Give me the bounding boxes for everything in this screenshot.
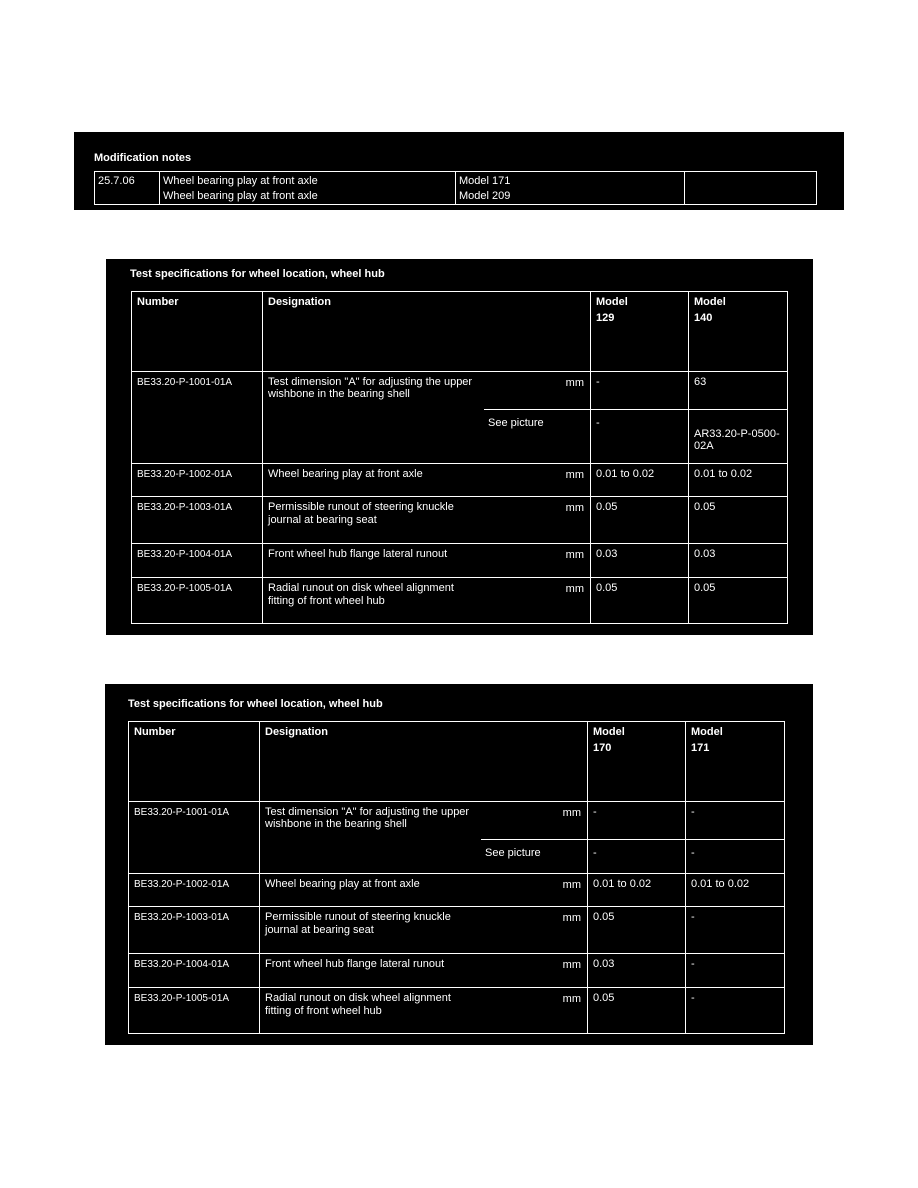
spec-panel-2 [105,684,813,1045]
modification-extra [685,172,817,205]
spec-header-row [132,292,788,372]
spec-table [128,721,785,1034]
spec-designation: Wheel bearing play at front axle [265,878,420,890]
spec-model-b-picture: - [691,847,695,859]
spec-unit: mm [565,469,584,481]
spec-number: BE33.20-P-1003-01A [132,497,263,544]
spec-panel-1 [106,259,813,635]
modification-model: Model 209 [459,190,511,202]
modification-date: 25.7.06 [95,172,160,205]
spec-row [129,988,785,1034]
spec-model-a-picture: - [593,847,597,859]
modification-designation: Wheel bearing play at front axle [163,190,318,202]
spec-row [132,578,788,624]
spec-model-a: 0.03 [588,954,686,988]
spec-number: BE33.20-P-1004-01A [132,544,263,578]
spec-row [129,954,785,988]
spec-title: Test specifications for wheel location, wheel hub [128,698,383,710]
spec-number: BE33.20-P-1005-01A [129,988,260,1034]
spec-number: BE33.20-P-1005-01A [132,578,263,624]
modification-designations [160,172,456,205]
spec-unit: mm [562,912,581,924]
spec-model-a-cell [591,372,689,464]
spec-model-b: 0.01 to 0.02 [686,874,785,907]
header-model-b [689,292,788,372]
spec-designation-cell [260,954,588,988]
spec-unit: mm [565,549,584,561]
header-number: Number [132,292,263,372]
spec-number: BE33.20-P-1004-01A [129,954,260,988]
spec-model-b-picture: AR33.20-P-0500-02A [694,428,780,452]
spec-designation-cell [260,907,588,954]
header-model-b-label: Model [694,296,726,308]
header-model-a [588,722,686,802]
spec-model-b: 63 [689,372,787,410]
spec-designation: Permissible runout of steering knuckle journal at bearing seat [265,911,451,936]
spec-model-a-cell [588,802,686,874]
spec-unit: mm [565,502,584,514]
spec-table [131,291,788,624]
spec-number: BE33.20-P-1003-01A [129,907,260,954]
spec-designation-cell [263,578,591,624]
spec-model-b: - [686,802,784,840]
header-model-b-label: Model [691,726,723,738]
spec-designation: Test dimension "A" for adjusting the upper wishbone in the bearing shell [265,806,470,830]
spec-designation-cell [260,874,588,907]
spec-number: BE33.20-P-1002-01A [129,874,260,907]
spec-unit: mm [565,583,584,595]
spec-number: BE33.20-P-1001-01A [132,372,263,464]
spec-row [129,802,785,874]
spec-unit: mm [562,879,581,891]
header-number: Number [129,722,260,802]
spec-number: BE33.20-P-1001-01A [129,802,260,874]
see-picture-label: See picture [481,839,587,873]
header-model-a-label: Model [596,296,628,308]
spec-model-a: 0.03 [591,544,689,578]
header-model-b [686,722,785,802]
spec-model-b-cell [689,372,788,464]
spec-designation: Radial runout on disk wheel alignment fitting of front wheel hub [265,992,451,1017]
spec-designation-cell [263,544,591,578]
spec-designation-cell [260,802,588,874]
spec-unit: mm [562,959,581,971]
see-picture-label: See picture [484,409,590,463]
spec-unit: mm [562,993,581,1005]
spec-unit: mm [565,377,584,389]
spec-designation-cell [263,497,591,544]
spec-model-a-picture: - [596,417,600,429]
spec-model-a: - [588,802,685,840]
spec-model-b: - [686,988,785,1034]
spec-model-b: - [686,907,785,954]
spec-model-b: - [686,954,785,988]
spec-row [129,907,785,954]
spec-title: Test specifications for wheel location, wheel hub [130,268,385,280]
spec-model-b: 0.03 [689,544,788,578]
spec-designation: Front wheel hub flange lateral runout [268,548,448,560]
spec-number: BE33.20-P-1002-01A [132,464,263,497]
modification-model: Model 171 [459,175,511,187]
spec-designation: Front wheel hub flange lateral runout [265,958,445,970]
spec-model-b: 0.01 to 0.02 [689,464,788,497]
spec-model-a: - [591,372,688,410]
spec-designation: Test dimension "A" for adjusting the upper wishbone in the bearing shell [268,376,473,400]
modification-models [456,172,685,205]
spec-header-row [129,722,785,802]
spec-model-b-cell [686,802,785,874]
spec-row [132,464,788,497]
header-model-a-label: Model [593,726,625,738]
modification-notes-panel [74,132,844,210]
spec-designation-cell [263,464,591,497]
spec-model-a: 0.05 [591,578,689,624]
header-model-a-number: 170 [593,742,612,754]
header-designation: Designation [260,722,588,802]
header-model-a-number: 129 [596,312,615,324]
header-designation: Designation [263,292,591,372]
spec-row [132,372,788,464]
header-model-a [591,292,689,372]
spec-model-a: 0.01 to 0.02 [591,464,689,497]
modification-notes-title: Modification notes [94,152,192,164]
modification-row [95,172,817,205]
spec-model-a: 0.05 [591,497,689,544]
spec-designation: Radial runout on disk wheel alignment fitting of front wheel hub [268,582,454,607]
header-model-b-number: 171 [691,742,710,754]
spec-model-a: 0.01 to 0.02 [588,874,686,907]
spec-model-b: 0.05 [689,578,788,624]
spec-row [132,544,788,578]
modification-designation: Wheel bearing play at front axle [163,175,318,187]
modification-notes-table [94,171,817,205]
header-model-b-number: 140 [694,312,713,324]
spec-row [132,497,788,544]
spec-designation-cell [263,372,591,464]
spec-designation: Wheel bearing play at front axle [268,468,423,480]
spec-row [129,874,785,907]
spec-designation-cell [260,988,588,1034]
spec-model-b: 0.05 [689,497,788,544]
spec-model-a: 0.05 [588,907,686,954]
spec-designation: Permissible runout of steering knuckle journal at bearing seat [268,501,454,526]
spec-unit: mm [562,807,581,819]
spec-model-a: 0.05 [588,988,686,1034]
